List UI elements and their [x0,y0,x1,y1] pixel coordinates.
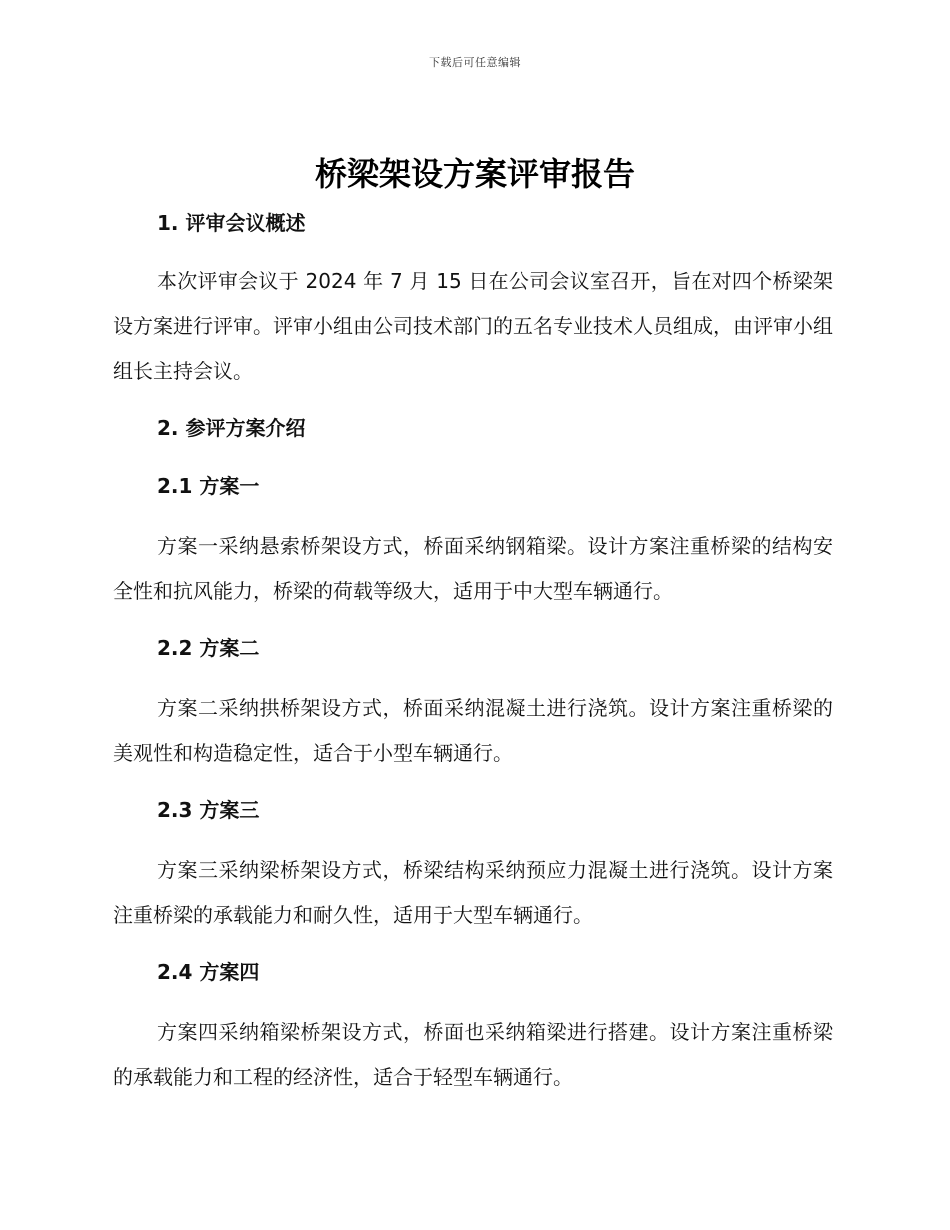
plan-heading-3: 2.3 方案三 [157,798,260,822]
plan-heading-1: 2.1 方案一 [157,474,260,498]
section-heading-plans: 2. 参评方案介绍 [157,416,306,440]
plan-paragraph-1: 方案一采纳悬索桥架设方式，桥面采纳钢箱梁。设计方案注重桥梁的结构安全性和抗风能力，桥梁的荷载等级大，适用于中大型车辆通行。 [113,534,833,603]
page-header-note: 下载后可任意编辑 [429,56,521,69]
section-heading-overview: 1. 评审会议概述 [157,211,306,235]
plan-heading-4: 2.4 方案四 [157,960,260,984]
plan-heading-2: 2.2 方案二 [157,636,260,660]
plan-paragraph-2: 方案二采纳拱桥架设方式，桥面采纳混凝土进行浇筑。设计方案注重桥梁的美观性和构造稳定性，适合于小型车辆通行。 [113,696,833,765]
document-body [113,203,833,1100]
plan-paragraph-3: 方案三采纳梁桥架设方式，桥梁结构采纳预应力混凝土进行浇筑。设计方案注重桥梁的承载能力和耐久性，适用于大型车辆通行。 [113,858,833,927]
document-title: 桥梁架设方案评审报告 [314,155,635,193]
plan-paragraph-4: 方案四采纳箱梁桥架设方式，桥面也采纳箱梁进行搭建。设计方案注重桥梁的承载能力和工程的经济性，适合于轻型车辆通行。 [113,1020,833,1089]
section-paragraph-overview: 本次评审会议于 2024 年 7 月 15 日在公司会议室召开，旨在对四个桥梁架设方案进行评审。评审小组由公司技术部门的五名专业技术人员组成，由评审小组组长主持会议。 [113,269,833,383]
